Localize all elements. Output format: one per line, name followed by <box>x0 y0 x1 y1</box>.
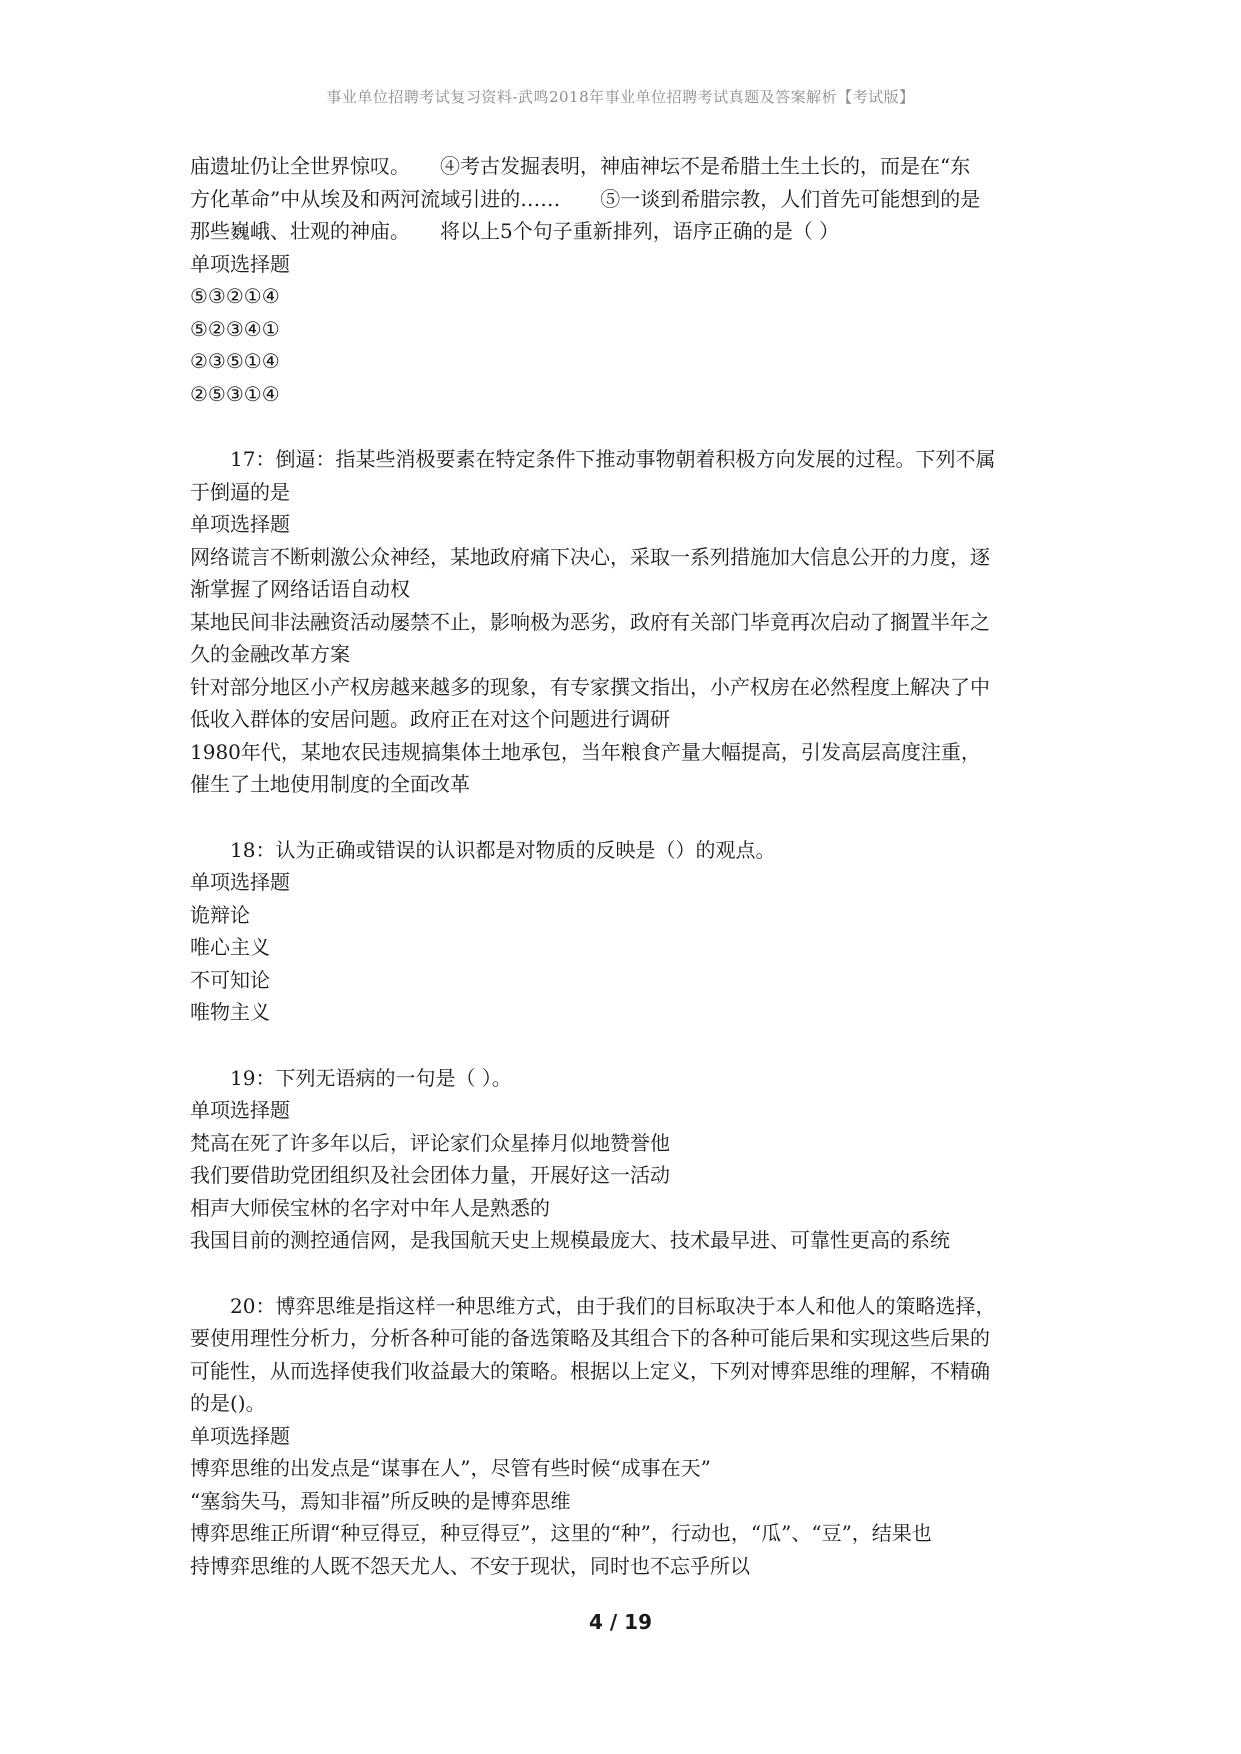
option-b: 我们要借助党团组织及社会团体力量，开展好这一活动 <box>190 1163 670 1187</box>
question-stem-line: 那些巍峨、壮观的神庙。 将以上5个句子重新排列，语序正确的是（ ） <box>190 219 840 243</box>
option-c-line: 低收入群体的安居问题。政府正在对这个问题进行调研 <box>190 707 670 731</box>
spacer <box>190 1029 1060 1062</box>
option-a: 博弈思维的出发点是“谋事在人”，尽管有些时候“成事在天” <box>190 1456 711 1480</box>
option-a: 梵高在死了许多年以后，评论家们众星捧月似地赞誉他 <box>190 1130 670 1155</box>
option-c-line: 针对部分地区小产权房越来越多的现象，有专家撰文指出，小产权房在必然程度上解决了中 <box>190 674 990 699</box>
spacer <box>190 1257 1060 1290</box>
question-stem-line: 的是()。 <box>190 1391 266 1415</box>
question-type: 单项选择题 <box>190 512 290 536</box>
spacer <box>190 410 1060 443</box>
option-c: 相声大师侯宝林的名字对中年人是熟悉的 <box>190 1195 550 1220</box>
question-stem-line: 20：博弈思维是指这样一种思维方式，由于我们的目标取决于本人和他人的策略选择， <box>230 1293 996 1318</box>
option-b: 唯心主义 <box>190 935 270 959</box>
option-a: ⑤③②①④ <box>190 284 280 308</box>
option-d-line: 催生了土地使用制度的全面改革 <box>190 772 470 796</box>
question-stem-line: 于倒逼的是 <box>190 479 290 504</box>
option-a-line: 网络谎言不断刺激公众神经，某地政府痛下决心，采取一系列措施加大信息公开的力度，逐 <box>190 544 990 569</box>
option-c: 不可知论 <box>190 967 270 992</box>
question-17 <box>190 443 1060 801</box>
question-stem-line: 庙遗址仍让全世界惊叹。 ④考古发掘表明，神庙神坛不是希腊土生土长的，而是在“东 <box>190 154 971 178</box>
question-stem-line: 17：倒逼：指某些消极要素在特定条件下推动事物朝着积极方向发展的过程。下列不属 <box>230 447 996 471</box>
option-b-line: 久的金融改革方案 <box>190 642 350 666</box>
question-type: 单项选择题 <box>190 1098 290 1122</box>
question-type: 单项选择题 <box>190 870 290 894</box>
spacer <box>190 801 1060 834</box>
question-19 <box>190 1062 1060 1257</box>
question-stem-line: 可能性，从而选择使我们收益最大的策略。根据以上定义，下列对博弈思维的理解，不精确 <box>190 1358 990 1383</box>
option-c: 博弈思维正所谓“种豆得豆，种豆得豆”，这里的“种”，行动也，“瓜”、“豆”，结果也 <box>190 1521 932 1545</box>
option-a-line: 渐掌握了网络话语自动权 <box>190 577 410 601</box>
page-header: 事业单位招聘考试复习资料-武鸣2018年事业单位招聘考试真题及答案解析【考试版】 <box>326 88 915 106</box>
question-18 <box>190 834 1060 1029</box>
document-body <box>190 150 1060 1582</box>
page-number: 4 / 19 <box>589 1610 652 1634</box>
option-a: 诡辩论 <box>190 902 250 927</box>
option-b-line: 某地民间非法融资活动屡禁不止，影响极为恶劣，政府有关部门毕竟再次启动了搁置半年之 <box>190 609 990 634</box>
question-type: 单项选择题 <box>190 251 290 276</box>
question-type: 单项选择题 <box>190 1423 290 1448</box>
option-d: ②⑤③①④ <box>190 381 280 406</box>
question-stem-line: 要使用理性分析力，分析各种可能的备选策略及其组合下的各种可能后果和实现这些后果的 <box>190 1326 990 1350</box>
question-stem: 19：下列无语病的一句是（ ）。 <box>230 1065 512 1090</box>
option-b: “塞翁失马，焉知非福”所反映的是博弈思维 <box>190 1488 571 1513</box>
question-16 <box>190 150 1060 410</box>
option-d: 唯物主义 <box>190 1000 270 1024</box>
option-d: 持博弈思维的人既不怨天尤人、不安于现状，同时也不忘乎所以 <box>190 1553 750 1578</box>
option-d-line: 1980年代，某地农民违规搞集体土地承包，当年粮食产量大幅提高，引发高层高度注重， <box>190 739 981 764</box>
option-c: ②③⑤①④ <box>190 349 280 373</box>
question-20 <box>190 1290 1060 1583</box>
option-d: 我国目前的测控通信网，是我国航天史上规模最庞大、技术最早进、可靠性更高的系统 <box>190 1228 950 1252</box>
option-b: ⑤②③④① <box>190 316 280 341</box>
question-stem: 18：认为正确或错误的认识都是对物质的反映是（）的观点。 <box>230 837 776 862</box>
question-stem-line: 方化革命”中从埃及和两河流域引进的…… ⑤一谈到希腊宗教，人们首先可能想到的是 <box>190 186 981 211</box>
